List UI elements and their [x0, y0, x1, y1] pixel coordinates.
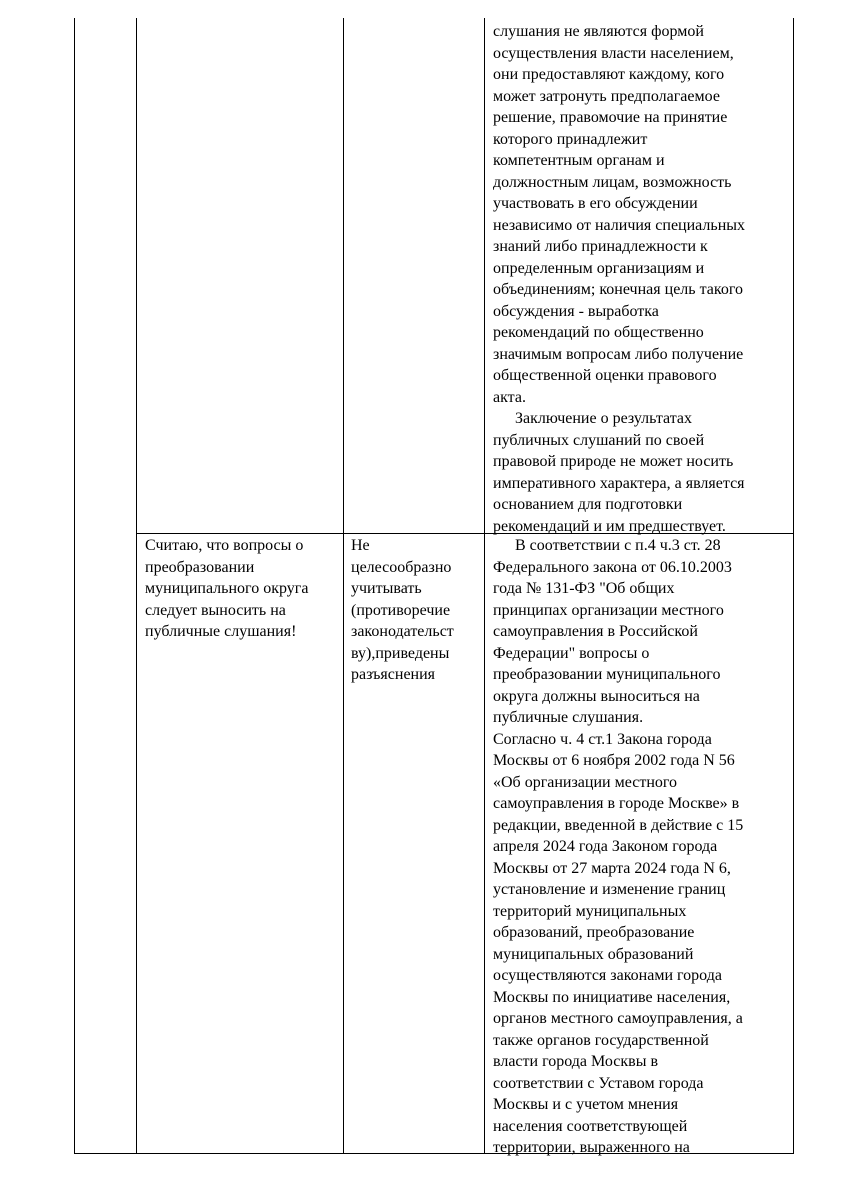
row2-decision-cell [351, 535, 454, 686]
text-line: определенным организациям и [493, 259, 705, 277]
text-line: Федерального закона от 06.10.2003 [493, 558, 732, 576]
text-line: Заключение о результатах [515, 410, 693, 427]
text-line: Москвы от 27 марта 2024 года N 6, [493, 859, 731, 877]
text-line: преобразовании [145, 558, 255, 576]
text-line: Не [351, 537, 370, 554]
text-line: ву),приведены [351, 644, 450, 662]
text-line: Считаю, что вопросы о [145, 537, 304, 554]
row2-justification-par1 [493, 535, 743, 729]
text-line: публичные слушания! [145, 623, 297, 640]
text-line: императивного характера, а является [493, 474, 745, 492]
text-line: целесообразно [351, 558, 452, 576]
row2-justification-cell [493, 535, 743, 1159]
text-line: следует выносить на [145, 601, 286, 619]
row1-response-text [493, 21, 745, 408]
text-line: принципах организации местного [493, 601, 724, 619]
text-line: преобразовании муниципального [493, 666, 721, 683]
text-line: «Об организации местного [493, 773, 678, 791]
text-line: осуществления власти населением, [493, 44, 734, 62]
text-line: муниципальных образований [493, 945, 694, 963]
text-line: населения соответствующей [493, 1117, 688, 1135]
text-line: В соответствии с п.4 ч.3 ст. 28 [515, 537, 721, 554]
text-line: компетентным органам и [493, 152, 665, 169]
text-line: основанием для подготовки [493, 496, 683, 513]
text-line: власти города Москвы в [493, 1053, 658, 1070]
text-line: установление и изменение границ [493, 881, 726, 898]
text-line: объединениям; конечная цель такого [493, 281, 743, 298]
text-line: Москвы от 6 ноября 2002 года N 56 [493, 752, 735, 769]
column-divider-1 [136, 18, 137, 1154]
text-line: публичных слушаний по своей [493, 431, 705, 449]
text-line: разъяснения [351, 666, 436, 683]
table-border-left [74, 18, 75, 1154]
text-line: решение, правомочие на принятие [493, 109, 728, 126]
text-line: соответствии с Уставом города [493, 1074, 704, 1092]
text-line: Москвы и с учетом мнения [493, 1096, 679, 1113]
text-line: рекомендаций и им предшествует. [493, 517, 726, 535]
row1-response-conclusion [493, 408, 745, 537]
text-line: должностным лицам, возможность [493, 173, 732, 191]
text-line: Федерации" вопросы о [493, 644, 650, 662]
text-line: образований, преобразование [493, 924, 695, 941]
text-line: значимым вопросам либо получение [493, 345, 744, 363]
text-line: Согласно ч. 4 ст.1 Закона города [493, 730, 712, 748]
row2-decision-text [351, 535, 454, 686]
text-line: общественной оценки правового [493, 367, 717, 384]
text-line: муниципального округа [145, 580, 309, 597]
text-line: апреля 2024 года Законом города [493, 838, 718, 855]
text-line: (противоречие [351, 601, 451, 619]
text-line: осуществляются законами города [493, 967, 722, 984]
text-line: законодательст [351, 623, 454, 640]
text-line: Москвы по инициативе населения, [493, 988, 731, 1006]
text-line: органов местного самоуправления, а [493, 1010, 743, 1027]
column-divider-2 [343, 18, 344, 1154]
text-line: слушания не являются формой [493, 23, 704, 40]
text-line: учитывать [351, 580, 422, 597]
text-line: самоуправления в городе Москве» в [493, 795, 740, 812]
row1-response-cell [493, 21, 745, 537]
row2-justification-par2 [493, 729, 743, 1159]
text-line: территорий муниципальных [493, 902, 687, 920]
column-divider-3 [484, 18, 485, 1154]
text-line: редакции, введенной в действие с 15 [493, 816, 744, 834]
text-line: года № 131-ФЗ "Об общих [493, 580, 675, 597]
text-line: которого принадлежит [493, 130, 648, 148]
text-line: округа должны выноситься на [493, 687, 700, 705]
text-line: участвовать в его обсуждении [493, 195, 698, 212]
text-line: может затронуть предполагаемое [493, 87, 720, 105]
text-line: самоуправления в Российской [493, 623, 698, 640]
table-border-right [793, 18, 794, 1154]
text-line: знаний либо принадлежности к [493, 238, 708, 255]
row2-proposal-text [145, 535, 308, 643]
text-line: публичные слушания. [493, 709, 644, 726]
text-line: они предоставляют каждому, кого [493, 66, 725, 83]
text-line: обсуждения - выработка [493, 302, 659, 320]
text-line: территории, выраженного на [493, 1139, 690, 1156]
text-line: акта. [493, 388, 526, 406]
text-line: также органов государственной [493, 1031, 709, 1049]
text-line: независимо от наличия специальных [493, 216, 746, 234]
text-line: рекомендаций по общественно [493, 324, 704, 341]
row2-proposal-cell [145, 535, 308, 643]
text-line: правовой природе не может носить [493, 453, 734, 470]
